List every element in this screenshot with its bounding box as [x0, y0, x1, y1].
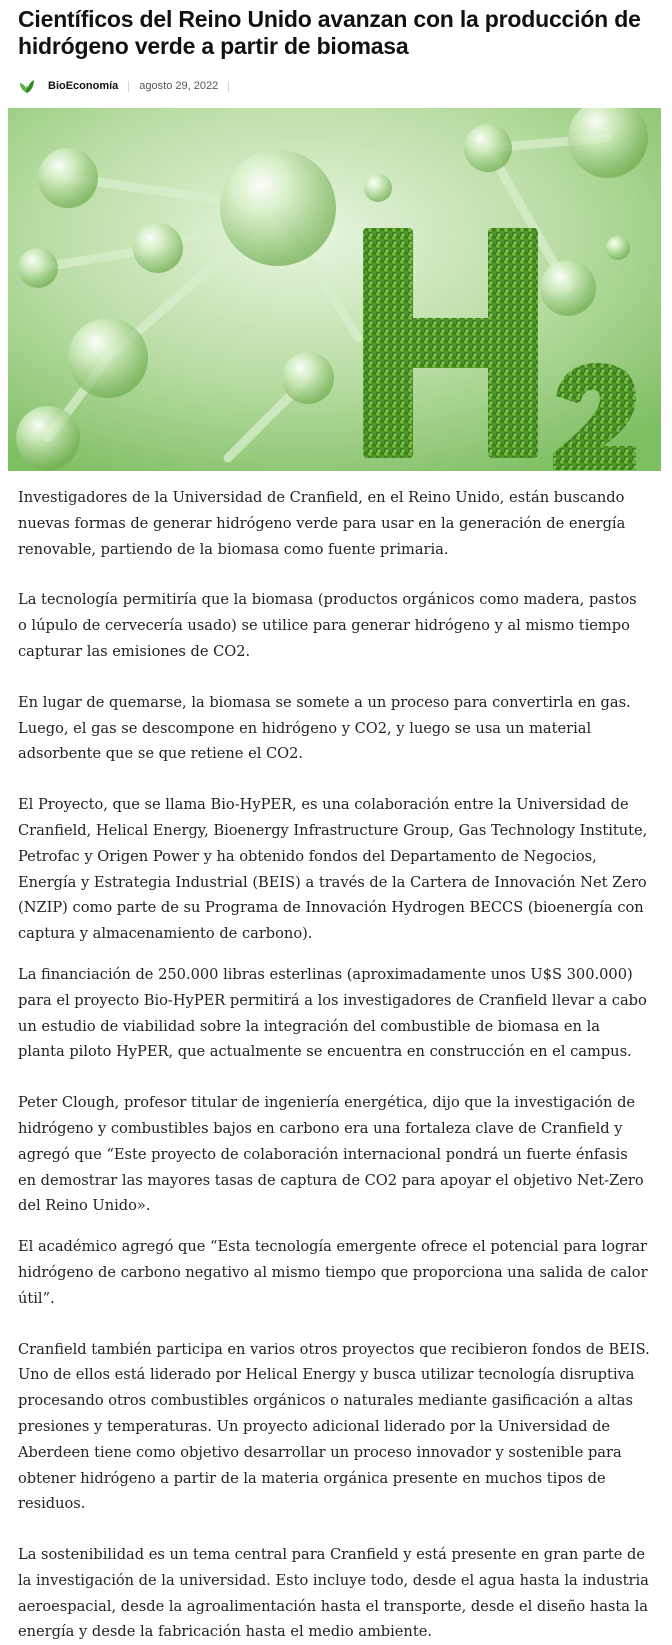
- article-paragraph: La financiación de 250.000 libras esterlinas (aproximadamente unos U$S 300.000) para el proyecto Bio-HyPER permitirá a los investigadores de Cranfield llevar a cabo un estudio de viabilidad sobre la integración del combustible de biomasa en la planta piloto HyPER, que actualmente se encuentra en construcción en el campus.: [18, 965, 647, 1061]
- hero-image: [8, 108, 661, 471]
- meta-divider: [128, 81, 129, 92]
- article-paragraph: La tecnología permitiría que la biomasa (productos orgánicos como madera, pastos o lúpulo de cervecería usado) se utilice para generar hidrógeno y al mismo tiempo capturar las emisiones de CO2.: [18, 591, 637, 660]
- meta-divider: [228, 81, 229, 92]
- article-paragraph: En lugar de quemarse, la biomasa se somete a un proceso para convertirla en gas. Luego, el gas se descompone en hidrógeno y CO2, y luego se usa un material adsorbente que se que retiene el CO2.: [18, 693, 631, 763]
- article-paragraph: Investigadores de la Universidad de Cranfield, en el Reino Unido, están buscando nuevas formas de generar hidrógeno verde para usar en la generación de energía renovable, partiendo de la biomasa como fuente primaria.: [18, 489, 626, 558]
- article-paragraph: El Proyecto, que se llama Bio-HyPER, es una colaboración entre la Universidad de Cranfield, Helical Energy, Bioenergy Infrastructure Group, Gas Technology Institute, Petrofac y Origen Power y ha obtenido fondos del Departamento de Negocios, Energía y Estrategia Industrial (BEIS) a través de la Cartera de Innovación Net Zero (NZIP) como parte de su Programa de Innovación Hydrogen BECCS (bioenergía con captura y almacenamiento de carbono).: [18, 796, 648, 943]
- article-body: [18, 485, 650, 1645]
- article-paragraph: Peter Clough, profesor titular de ingeniería energética, dijo que la investigación de hidrógeno y combustibles bajos en carbono era una fortaleza clave de Cranfield y agregó que “Este proyecto de colaboración internacional pondrá un fuerte énfasis en demostrar las mayores tasas de captura de CO2 para apoyar el objetivo Net-Zero del Reino Unido».: [18, 1094, 644, 1215]
- leaf-logo-icon[interactable]: [18, 77, 36, 95]
- article-paragraph: Cranfield también participa en varios otros proyectos que recibieron fondos de BEIS. Uno de ellos está liderado por Helical Energy y busca utilizar tecnología disruptiva procesando otros combustibles orgánicos o naturales mediante gasificación a altas presiones y temperaturas. Un proyecto adicional liderado por la Universidad de Aberdeen tiene como objetivo desarrollar un proceso innovador y sostenible para obtener hidrógeno a partir de la materia orgánica presente en muchos tipos de residuos.: [18, 1340, 650, 1513]
- article-title: Científicos del Reino Unido avanzan con la producción de hidrógeno verde a partir de biomasa: [18, 6, 641, 59]
- article-paragraph: El académico agregó que “Esta tecnología emergente ofrece el potencial para lograr hidrógeno de carbono negativo al mismo tiempo que proporciona una salida de calor útil”.: [18, 1238, 648, 1307]
- article-meta: [18, 76, 658, 96]
- publish-date: agosto 29, 2022: [139, 80, 219, 92]
- article-paragraph: La sostenibilidad es un tema central para Cranfield y está presente en gran parte de la investigación de la universidad. Esto incluye todo, desde el agua hasta la industria aeroespacial, desde la agroalimentación hasta el transporte, desde el diseño hasta la energía y desde la fabricación hasta el medio ambiente.: [18, 1546, 649, 1641]
- author-link[interactable]: BioEconomía: [48, 80, 119, 92]
